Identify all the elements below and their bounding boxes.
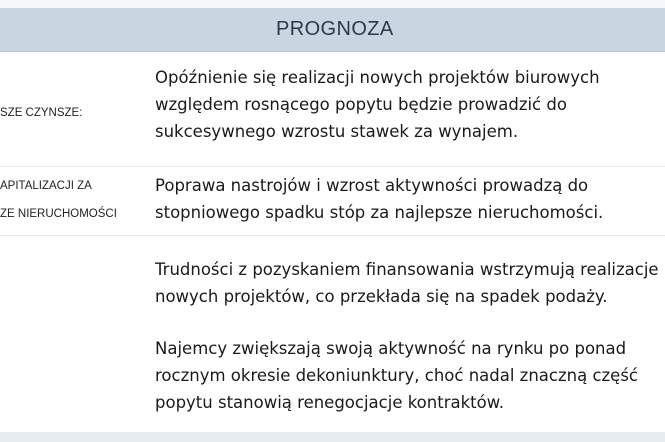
text-line: Opóźnienie się realizacji nowych projektów biurowych bbox=[155, 68, 600, 87]
header-title: PROGNOZA bbox=[276, 18, 394, 40]
text-line: stopniowego spadku stóp za najlepsze nieruchomości. bbox=[155, 203, 604, 222]
table-header bbox=[0, 8, 665, 52]
text-line: rocznym okresie dekoniunktury, choć nadal znaczną część bbox=[155, 366, 639, 385]
forecast-text-rents bbox=[155, 64, 665, 145]
text-line: popytu stanowią renegocjacje kontraktów. bbox=[155, 393, 504, 412]
text-line: Trudności z pozyskaniem finansowania wstrzymują realizacje bbox=[155, 260, 659, 279]
bottom-band bbox=[0, 432, 665, 442]
forecast-text-cap-rates bbox=[155, 172, 665, 226]
text-line: względem rosnącego popytu będzie prowadzić do bbox=[155, 95, 567, 114]
text-line: sukcesywnego wzrostu stawek za wynajem. bbox=[155, 122, 519, 141]
row-label-cap-rates-line-2: ZE NIERUCHOMOŚCI bbox=[0, 208, 117, 220]
row-label-cap-rates-line-1: APITALIZACJI ZA bbox=[0, 180, 92, 192]
text-line: Najemcy zwiększają swoją aktywność na rynku po ponad bbox=[155, 339, 627, 358]
forecast-text-supply bbox=[155, 256, 665, 310]
forecast-text-demand bbox=[155, 335, 665, 416]
text-line: Poprawa nastrojów i wzrost aktywności prowadzą do bbox=[155, 176, 589, 195]
top-strip bbox=[0, 0, 665, 8]
text-line: nowych projektów, co przekłada się na spadek podaży. bbox=[155, 287, 608, 306]
row-label-rents: SZE CZYNSZE: bbox=[0, 107, 83, 119]
